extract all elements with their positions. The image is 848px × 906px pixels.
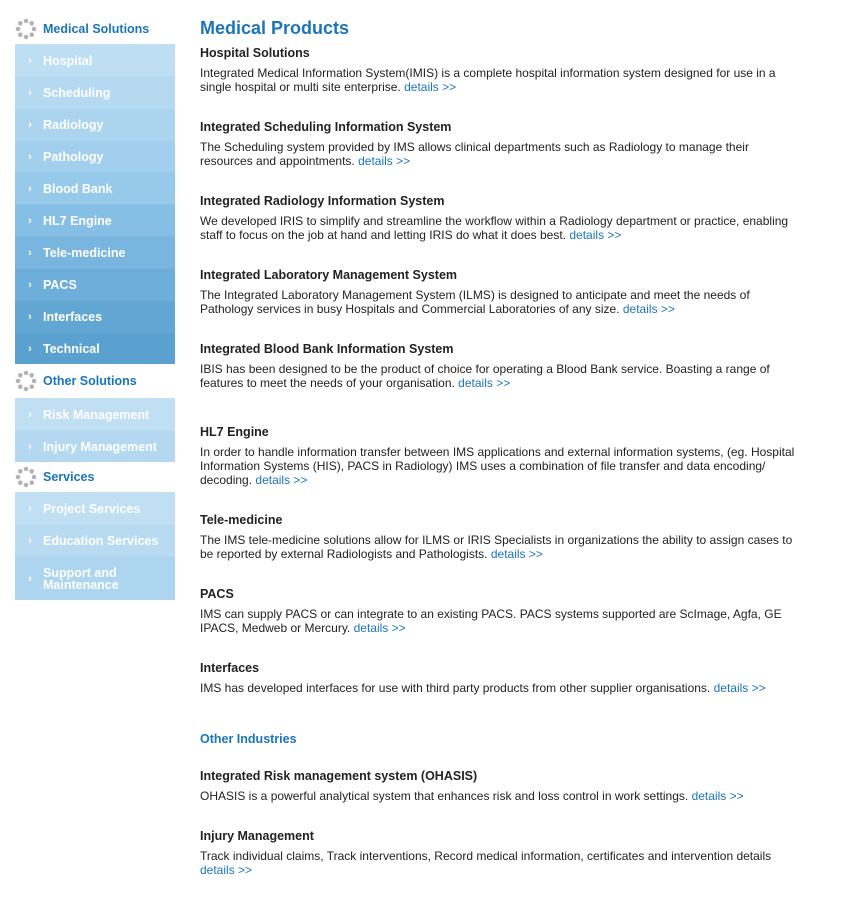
product-title: Integrated Radiology Information System bbox=[200, 194, 445, 208]
sidebar-item-hospital[interactable] bbox=[15, 44, 175, 76]
product-description: IMS can supply PACS or can integrate to an existing PACS. PACS systems supported are ScImage, Agfa, GE IPACS, Medweb or Mercury. bbox=[200, 607, 782, 635]
product-hl7-engine bbox=[200, 425, 800, 487]
page-title: Medical Products bbox=[200, 18, 350, 38]
sidebar-item-label: Radiology bbox=[43, 117, 104, 132]
sidebar-item-support-maintenance[interactable] bbox=[15, 556, 175, 600]
sidebar-heading-medical-solutions[interactable] bbox=[15, 14, 175, 44]
chevron-right-icon: › bbox=[28, 440, 32, 453]
sidebar-item-hl7-engine[interactable] bbox=[15, 204, 175, 236]
product-title: Integrated Risk management system (OHASIS) bbox=[200, 769, 478, 783]
sidebar-item-label: Blood Bank bbox=[43, 181, 113, 196]
sidebar-item-pathology[interactable] bbox=[15, 140, 175, 172]
product-title: HL7 Engine bbox=[200, 425, 269, 439]
sidebar-item-label: Injury Management bbox=[43, 439, 157, 454]
product-description: OHASIS is a powerful analytical system that enhances risk and loss control in work settings. bbox=[200, 789, 689, 803]
chevron-right-icon: › bbox=[28, 310, 32, 323]
sidebar-item-label: Interfaces bbox=[43, 309, 103, 324]
sidebar-item-blood-bank[interactable] bbox=[15, 172, 175, 204]
product-title: Tele-medicine bbox=[200, 513, 283, 527]
sidebar-item-label: Tele-medicine bbox=[43, 245, 126, 260]
chevron-right-icon: › bbox=[28, 278, 32, 291]
product-scheduling bbox=[200, 120, 800, 168]
sidebar-heading-services[interactable] bbox=[15, 462, 175, 492]
dotted-circle-icon bbox=[15, 18, 37, 40]
main-content bbox=[200, 18, 800, 877]
other-industries-heading: Other Industries bbox=[200, 732, 297, 746]
sidebar-item-label: Pathology bbox=[43, 149, 104, 164]
sidebar-item-label: PACS bbox=[43, 277, 77, 292]
sidebar-item-injury-management[interactable] bbox=[15, 430, 175, 462]
sidebar-item-label: Technical bbox=[43, 341, 100, 356]
sidebar-item-radiology[interactable] bbox=[15, 108, 175, 140]
product-description: IBIS has been designed to be the product of choice for operating a Blood Bank service. Boasting a range of features to meet the needs of your organisation. bbox=[200, 362, 770, 390]
sidebar-item-label: Scheduling bbox=[43, 85, 111, 100]
sidebar-heading-label: Medical Solutions bbox=[43, 22, 150, 36]
chevron-right-icon: › bbox=[28, 572, 32, 585]
product-interfaces bbox=[200, 661, 800, 695]
chevron-right-icon: › bbox=[28, 118, 32, 131]
chevron-right-icon: › bbox=[28, 534, 32, 547]
chevron-right-icon: › bbox=[28, 54, 32, 67]
details-link[interactable]: details >> bbox=[255, 473, 308, 487]
sidebar-heading-label: Services bbox=[43, 470, 95, 484]
product-hospital-solutions bbox=[200, 46, 800, 94]
chevron-right-icon: › bbox=[28, 86, 32, 99]
dotted-circle-icon bbox=[15, 370, 37, 392]
details-link[interactable]: details >> bbox=[622, 302, 675, 316]
sidebar-item-tele-medicine[interactable] bbox=[15, 236, 175, 268]
details-link[interactable]: details >> bbox=[490, 547, 543, 561]
chevron-right-icon: › bbox=[28, 150, 32, 163]
product-title: Interfaces bbox=[200, 661, 260, 675]
chevron-right-icon: › bbox=[28, 408, 32, 421]
details-link[interactable]: details >> bbox=[200, 863, 253, 877]
product-blood-bank bbox=[200, 342, 800, 390]
product-injury-management bbox=[200, 829, 800, 877]
product-laboratory bbox=[200, 268, 800, 316]
product-title: Integrated Blood Bank Information System bbox=[200, 342, 454, 356]
product-description: The IMS tele-medicine solutions allow for ILMS or IRIS Specialists in organizations the ability to assign cases to be reported by external Radiologists and Pathologists. bbox=[200, 533, 793, 561]
product-description: Track individual claims, Track interventions, Record medical information, certificates and intervention details bbox=[200, 849, 772, 863]
sidebar-item-risk-management[interactable] bbox=[15, 398, 175, 430]
sidebar-item-project-services[interactable] bbox=[15, 492, 175, 524]
details-link[interactable]: details >> bbox=[358, 154, 411, 168]
product-tele-medicine bbox=[200, 513, 800, 561]
details-link[interactable]: details >> bbox=[404, 80, 457, 94]
sidebar-item-label: HL7 Engine bbox=[43, 213, 112, 228]
product-description: Integrated Medical Information System(IMIS) is a complete hospital information system designed for use in a single hospital or multi site enterprise. bbox=[200, 66, 776, 94]
chevron-right-icon: › bbox=[28, 342, 32, 355]
product-ohasis bbox=[200, 769, 800, 803]
details-link[interactable]: details >> bbox=[713, 681, 766, 695]
chevron-right-icon: › bbox=[28, 182, 32, 195]
sidebar-item-label: Risk Management bbox=[43, 407, 150, 422]
product-title: Hospital Solutions bbox=[200, 46, 310, 60]
product-description: In order to handle information transfer between IMS applications and external information systems, (eg. Hospital Information Systems (HIS), PACS in Radiology) IMS uses a combination of file transfer and data encoding/ decoding. bbox=[200, 445, 795, 487]
sidebar-item-technical[interactable] bbox=[15, 332, 175, 364]
product-description: The Scheduling system provided by IMS allows clinical departments such as Radiology to manage their resources and appointments. bbox=[200, 140, 749, 168]
sidebar-item-scheduling[interactable] bbox=[15, 76, 175, 108]
sidebar-item-pacs[interactable] bbox=[15, 268, 175, 300]
sidebar-item-interfaces[interactable] bbox=[15, 300, 175, 332]
chevron-right-icon: › bbox=[28, 246, 32, 259]
chevron-right-icon: › bbox=[28, 502, 32, 515]
sidebar-item-label: Project Services bbox=[43, 501, 141, 516]
sidebar-heading-label: Other Solutions bbox=[43, 374, 137, 388]
dotted-circle-icon bbox=[15, 466, 37, 488]
sidebar-item-label: Education Services bbox=[43, 533, 159, 548]
sidebar-heading-other-solutions[interactable] bbox=[15, 364, 175, 398]
product-title: Integrated Laboratory Management System bbox=[200, 268, 458, 282]
product-description: We developed IRIS to simplify and streamline the workflow within a Radiology department or practice, enabling staff to focus on the job at hand and letting IRIS do what it does best. bbox=[200, 214, 789, 242]
sidebar-item-label: Hospital bbox=[43, 53, 93, 68]
details-link[interactable]: details >> bbox=[569, 228, 622, 242]
product-description: IMS has developed interfaces for use with third party products from other supplier organisations. bbox=[200, 681, 711, 695]
details-link[interactable]: details >> bbox=[691, 789, 744, 803]
product-radiology bbox=[200, 194, 800, 242]
sidebar-item-education-services[interactable] bbox=[15, 524, 175, 556]
product-title: Injury Management bbox=[200, 829, 314, 843]
details-link[interactable]: details >> bbox=[353, 621, 406, 635]
sidebar-nav bbox=[15, 14, 175, 600]
chevron-right-icon: › bbox=[28, 214, 32, 227]
sidebar-item-label: Support and Maintenance bbox=[43, 565, 119, 592]
product-title: Integrated Scheduling Information System bbox=[200, 120, 452, 134]
details-link[interactable]: details >> bbox=[458, 376, 511, 390]
product-description: The Integrated Laboratory Management System (ILMS) is designed to anticipate and meet the needs of Pathology services in busy Hospitals and Commercial Laboratories of any size. bbox=[200, 288, 750, 316]
product-title: PACS bbox=[200, 587, 234, 601]
product-pacs bbox=[200, 587, 800, 635]
